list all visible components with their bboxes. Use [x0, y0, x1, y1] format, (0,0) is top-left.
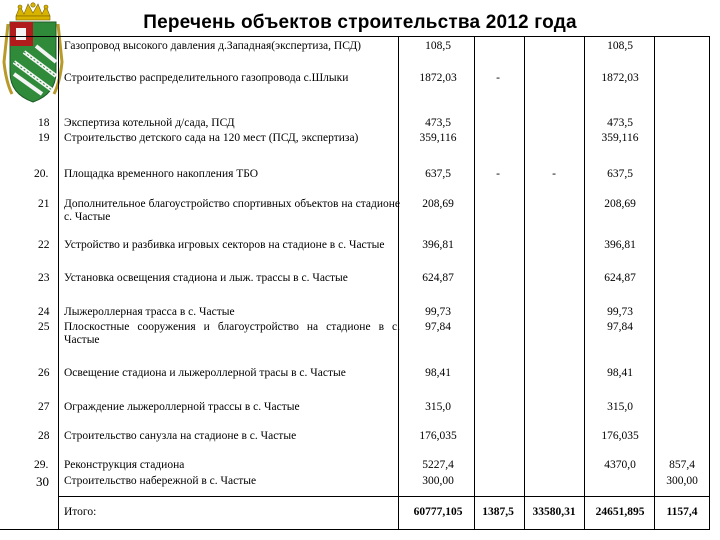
row-local-budget: 637,5: [607, 168, 633, 180]
total-sum: 60777,105: [413, 506, 463, 518]
grid-line: [58, 36, 59, 530]
row-description: Строительство распределительного газопровода с.Шлыки: [64, 72, 349, 84]
row-description: Строительство санузла на стадионе в с. Частые: [64, 430, 297, 442]
page-title: Перечень объектов строительства 2012 года: [143, 12, 577, 33]
row-number: 18: [38, 117, 50, 129]
row-total: 396,81: [422, 239, 454, 251]
row-federal: -: [496, 72, 500, 84]
row-description: Строительство набережной в с. Частые: [64, 475, 257, 487]
row-local-budget: 396,81: [604, 239, 636, 251]
row-description: Лыжероллерная трасса в с. Частые: [64, 306, 235, 318]
row-number: 24: [38, 306, 50, 318]
row-total: 315,0: [425, 401, 451, 413]
grid-line: [524, 36, 525, 530]
row-number: 20.: [34, 168, 49, 180]
row-total: 359,116: [419, 132, 457, 144]
row-description: Освещение стадиона и лыжероллерной трасы в с. Частые: [64, 367, 346, 379]
row-total: 473,5: [425, 117, 451, 129]
row-local-budget: 208,69: [604, 198, 636, 210]
grid-line: [58, 496, 710, 497]
row-description: Ограждение лыжероллерной трассы в с. Частые: [64, 401, 300, 413]
row-local-budget: 98,41: [607, 367, 633, 379]
grid-line: [0, 529, 710, 530]
grid-line: [0, 36, 710, 37]
total-regional: 33580,31: [532, 506, 576, 518]
row-total: 176,035: [419, 430, 457, 442]
row-number: 25: [38, 321, 50, 333]
row-local-budget: 97,84: [607, 321, 633, 333]
row-local-budget: 1872,03: [601, 72, 639, 84]
row-local-budget: 359,116: [601, 132, 639, 144]
row-total: 99,73: [425, 306, 451, 318]
objects-table: [0, 36, 710, 530]
row-local-budget: 99,73: [607, 306, 633, 318]
row-description: Устройство и разбивка игровых секторов на стадионе в с. Частые: [64, 239, 385, 251]
total-federal: 1387,5: [482, 506, 514, 518]
row-description: Газопровод высокого давления д.Западная(экспертиза, ПСД): [64, 40, 361, 52]
row-description: Строительство детского сада на 120 мест (ПСД, экспертиза): [64, 132, 359, 144]
row-description: Реконструкция стадиона: [64, 459, 185, 471]
row-number: 22: [38, 239, 50, 251]
row-total: 98,41: [425, 367, 451, 379]
row-number: 21: [38, 198, 50, 210]
row-total: 624,87: [422, 272, 454, 284]
row-description: Плоскостные сооружения и благоустройство на стадионе в с. Частые: [64, 321, 400, 346]
row-total: 5227,4: [422, 459, 454, 471]
row-number: 28: [38, 430, 50, 442]
row-local-budget: 108,5: [607, 40, 633, 52]
row-description: Установка освещения стадиона и лыж. трассы в с. Частые: [64, 272, 348, 284]
row-number: 30: [36, 474, 49, 489]
row-federal: -: [496, 168, 500, 180]
row-description: Дополнительное благоустройство спортивных объектов на стадионе с. Частые: [64, 198, 400, 223]
row-extra-budget: 857,4: [669, 459, 695, 471]
row-regional: -: [552, 168, 556, 180]
grid-line: [709, 36, 710, 530]
row-local-budget: 315,0: [607, 401, 633, 413]
row-number: 26: [38, 367, 50, 379]
row-total: 1872,03: [419, 72, 457, 84]
total-local-budget: 24651,895: [595, 506, 645, 518]
row-local-budget: 624,87: [604, 272, 636, 284]
row-number: 19: [38, 132, 50, 144]
row-total: 637,5: [425, 168, 451, 180]
row-local-budget: 4370,0: [604, 459, 636, 471]
row-total: 300,00: [422, 475, 454, 487]
grid-line: [584, 36, 585, 530]
row-description: Площадка временного накопления ТБО: [64, 168, 259, 180]
grid-line: [654, 36, 655, 530]
row-extra-budget: 300,00: [666, 475, 698, 487]
row-total: 208,69: [422, 198, 454, 210]
row-description: Экспертиза котельной д/сада, ПСД: [64, 117, 235, 129]
row-local-budget: 473,5: [607, 117, 633, 129]
row-total: 97,84: [425, 321, 451, 333]
total-label: Итого:: [64, 506, 97, 518]
row-local-budget: 176,035: [601, 430, 639, 442]
total-extra-budget: 1157,4: [666, 506, 698, 518]
row-number: 27: [38, 401, 50, 413]
row-total: 108,5: [425, 40, 451, 52]
row-number: 23: [38, 272, 50, 284]
row-number: 29.: [34, 459, 49, 471]
